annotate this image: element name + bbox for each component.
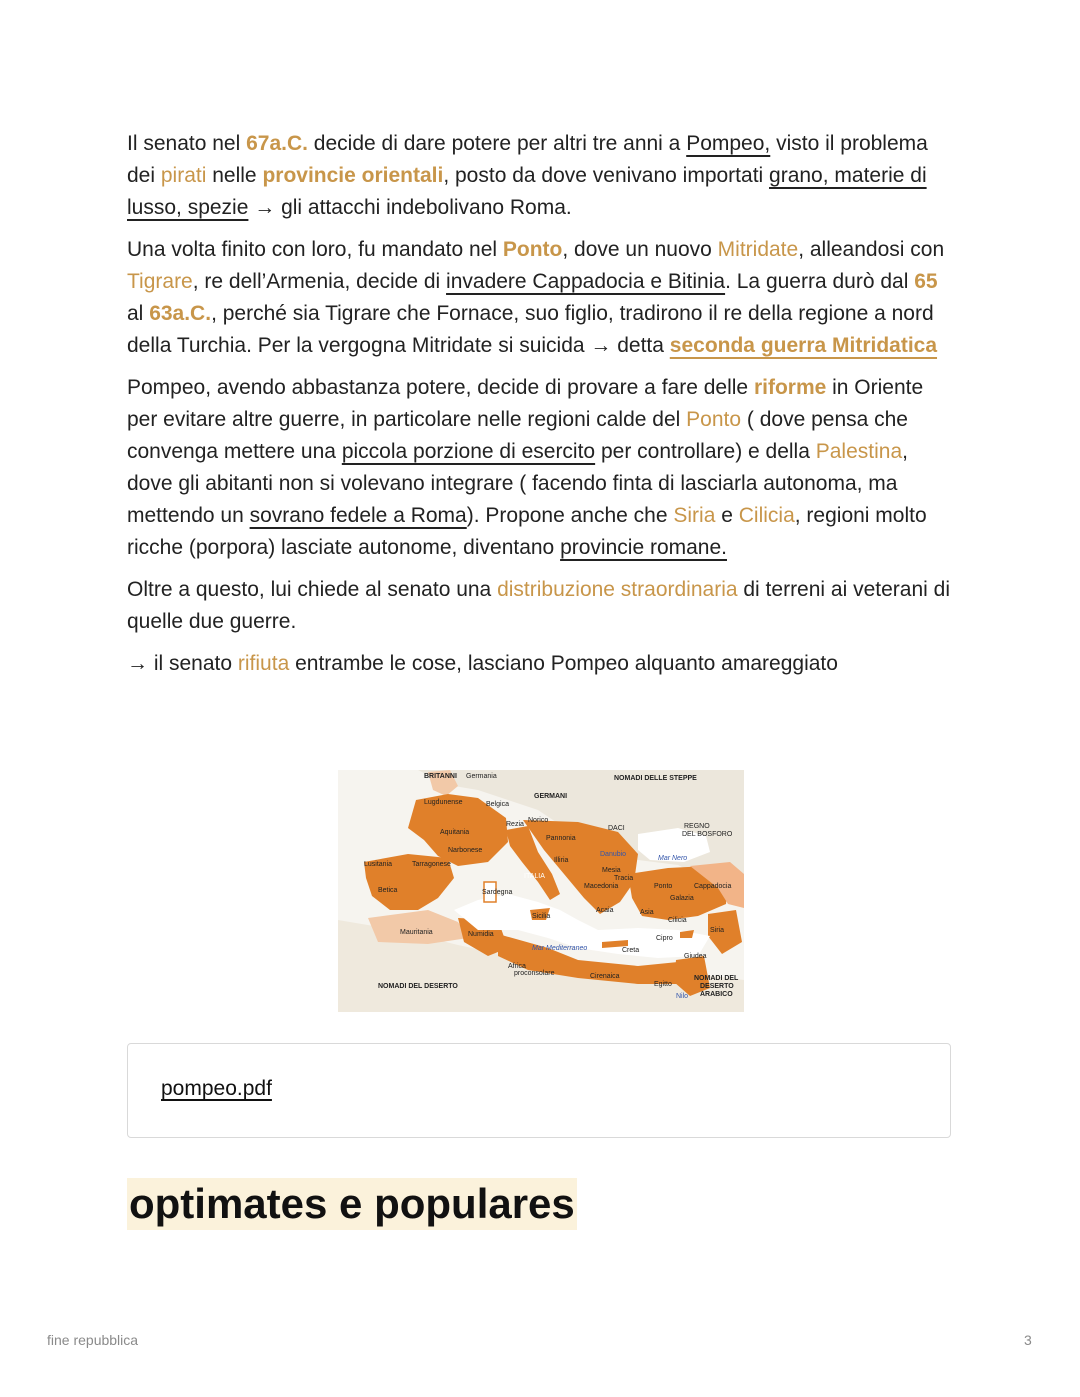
map-label-sicilia: Sicilia <box>532 913 551 920</box>
map-label-africa: Africa <box>508 963 526 970</box>
colored-term: rifiuta <box>237 652 290 675</box>
colored-term: Palestina <box>815 440 903 463</box>
attachment-card[interactable] <box>127 1043 951 1138</box>
colored-term: distribuzione straordinaria <box>497 578 738 601</box>
map-label-rezia: Rezia <box>506 821 524 828</box>
map-label-cipro: Cipro <box>656 935 673 942</box>
colored-term: Tigrare <box>127 270 193 293</box>
highlight-term: Ponto <box>502 238 563 261</box>
map-label-regno-1: REGNO <box>684 823 710 830</box>
highlight-term: provincie orientali <box>262 164 444 187</box>
attachment-link[interactable]: pompeo.pdf <box>161 1077 272 1100</box>
map-label-germani: GERMANI <box>534 793 568 800</box>
map-label-illiria: Illiria <box>554 857 569 864</box>
paragraph-5: → il senato rifiuta entrambe le cose, lasciano Pompeo alquanto amareggiato <box>127 652 838 675</box>
map-label-italia: ITALIA <box>524 873 545 880</box>
map-label-numidia: Numidia <box>468 931 494 938</box>
map-label-lusitania: Lusitania <box>364 861 393 868</box>
map-label-norico: Norico <box>528 817 549 824</box>
map-label-tarragonese: Tarragonese <box>412 861 451 868</box>
map-label-cilicia: Cilicia <box>668 917 687 924</box>
map-label-giudea: Giudea <box>684 953 707 960</box>
map-label-cappadocia: Cappadocia <box>694 883 732 890</box>
map-label-siria: Siria <box>710 927 725 934</box>
map-label-pannonia: Pannonia <box>546 835 576 842</box>
colored-term: pirati <box>160 164 207 187</box>
paragraph-4: Oltre a questo, lui chiede al senato una distribuzione straordinaria di terreni ai veterani di quelle due guerre. <box>127 578 950 633</box>
document-body <box>127 128 957 690</box>
roman-empire-map <box>338 770 744 1012</box>
map-label-nomadi-arabico-2: DESERTO <box>700 983 734 990</box>
highlight-date: 65 <box>914 270 938 293</box>
underlined-term: Pompeo, <box>686 132 771 155</box>
map-label-egitto: Egitto <box>654 981 672 988</box>
map-label-macedonia: Macedonia <box>584 883 619 890</box>
map-label-galazia: Galazia <box>670 895 694 902</box>
colored-term: Cilicia <box>738 504 795 527</box>
map-label-aquitania: Aquitania <box>440 829 470 836</box>
underlined-term: invadere Cappadocia e Bitinia <box>446 270 726 293</box>
highlight-term: seconda guerra Mitridatica <box>669 334 938 357</box>
highlight-date: 63a.C. <box>149 302 212 325</box>
colored-term: Mitridate <box>717 238 799 261</box>
map-label-ponto: Ponto <box>654 883 673 890</box>
map-label-lugdunense: Lugdunense <box>424 799 463 806</box>
underlined-term: grano, materie di lusso, spezie <box>127 164 927 219</box>
map-label-belgica: Belgica <box>486 801 509 808</box>
highlight-date: 67a.C. <box>246 132 308 155</box>
map-label-mauritania: Mauritania <box>400 929 433 936</box>
map-label-mar-nero: Mar Nero <box>658 855 688 862</box>
map-label-asia: Asia <box>640 909 654 916</box>
paragraph-3: Pompeo, avendo abbastanza potere, decide di provare a fare delle riforme in Oriente per evitare altre guerre, in particolare nelle regioni calde del Ponto ( dove pensa che convenga mettere una piccola porzione di esercito per controllare) e della Palestina, dove gli abitanti non si volevano integrare ( facendo finta di lasciarla autonoma, ma mettendo un sovrano fedele a Roma). Propone anche che Siria e Cilicia, regioni molto ricche (porpora) lasciate autonome, diventano provincie romane. <box>127 376 927 559</box>
map-label-proconsolare: proconsolare <box>514 970 555 977</box>
underlined-term: sovrano fedele a Roma <box>249 504 467 527</box>
section-heading: optimates e populares <box>127 1178 577 1230</box>
footer-doc-title: fine repubblica <box>47 1332 139 1348</box>
underlined-term: piccola porzione di esercito <box>341 440 596 463</box>
map-label-sardegna: Sardegna <box>482 889 513 896</box>
map-label-tracia: Tracia <box>614 875 634 882</box>
colored-term: Ponto <box>686 408 742 431</box>
map-label-creta: Creta <box>622 947 640 954</box>
map-label-regno-2: DEL BOSFORO <box>682 831 733 838</box>
map-label-nomadi-arabico-1: NOMADI DEL <box>694 975 739 982</box>
map-image <box>338 770 744 1012</box>
map-label-nomadi-arabico-3: ARABICO <box>700 991 733 998</box>
map-label-nilo: Nilo <box>676 993 689 1000</box>
map-label-britanni: BRITANNI <box>424 773 457 780</box>
map-label-betica: Betica <box>378 887 398 894</box>
map-label-nomadi-deserto: NOMADI DEL DESERTO <box>378 983 458 990</box>
paragraph-2: Una volta finito con loro, fu mandato nel Ponto, dove un nuovo Mitridate, alleandosi con Tigrare, re dell’Armenia, decide di invadere Cappadocia e Bitinia. La guerra durò dal 65 al 63a.C., perché sia Tigrare che Fornace, suo figlio, tradirono il re della regione a nord della Turchia. Per la vergogna Mitridate si suicida → detta seconda guerra Mitridatica <box>127 238 945 357</box>
map-label-germania: Germania <box>466 773 497 780</box>
paragraph-1: Il senato nel 67a.C. decide di dare potere per altri tre anni a Pompeo, visto il problema dei pirati nelle provincie orientali, posto da dove venivano importati grano, materie di lusso, spezie → gli attacchi indebolivano Roma. <box>127 132 928 219</box>
colored-term: Siria <box>673 504 716 527</box>
map-label-daci: DACI <box>608 825 625 832</box>
underlined-term: provincie romane. <box>560 536 727 559</box>
map-label-acaia: Acaia <box>596 907 614 914</box>
map-label-narbonese: Narbonese <box>448 847 483 854</box>
map-label-cirenaica: Cirenaica <box>590 973 620 980</box>
footer-page-number: 3 <box>1024 1332 1032 1348</box>
map-label-mesia: Mesia <box>602 867 621 874</box>
highlight-term: riforme <box>753 376 827 399</box>
map-label-nomadi-steppe: NOMADI DELLE STEPPE <box>614 775 697 782</box>
map-label-danubio: Danubio <box>600 851 627 858</box>
map-label-mar-mediterraneo: Mar Mediterraneo <box>532 945 588 952</box>
